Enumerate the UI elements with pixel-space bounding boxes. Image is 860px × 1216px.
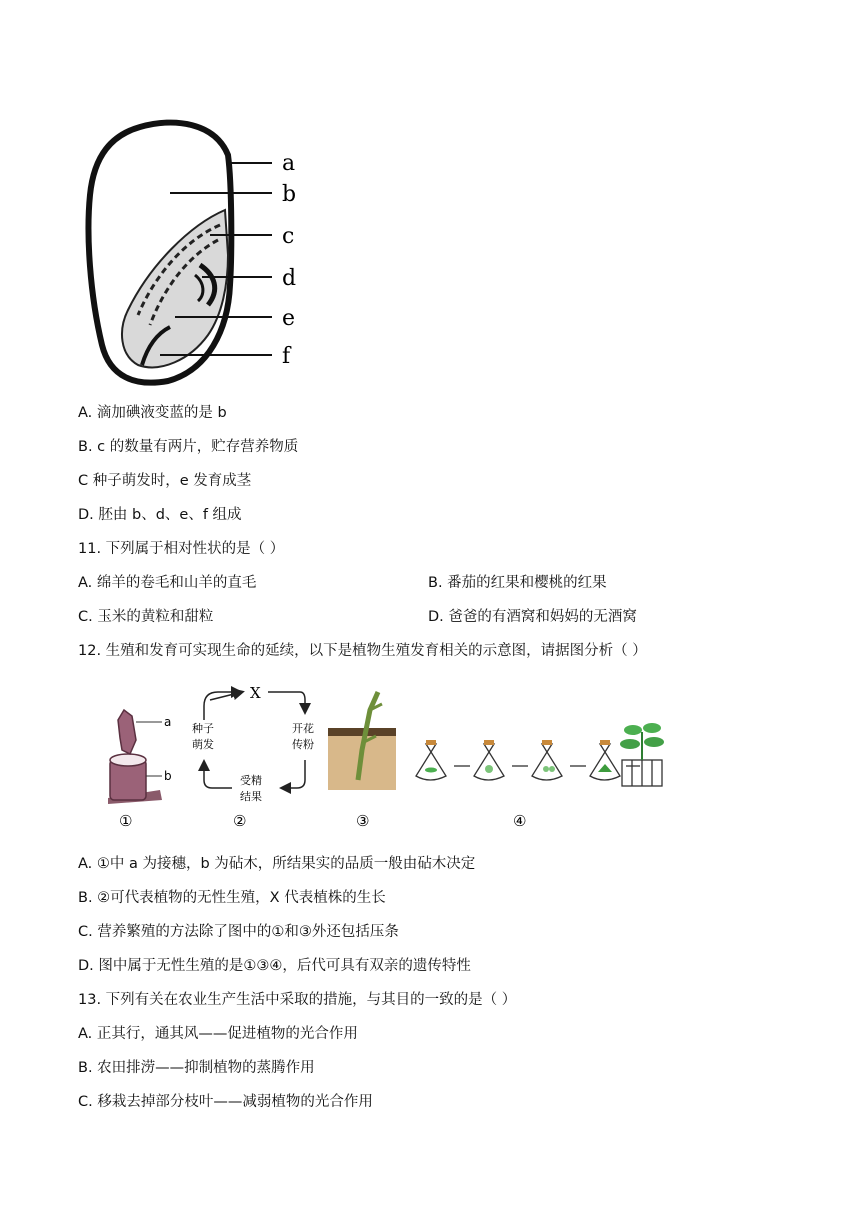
label-c: c [282, 224, 295, 249]
label-f: f [282, 344, 291, 369]
q13-option-b: B. 农田排涝——抑制植物的蒸腾作用 [78, 1060, 315, 1076]
caption-3: ③ [356, 812, 370, 830]
q11-option-b: B. 番茄的红果和樱桃的红果 [428, 575, 607, 591]
caption-4: ④ [513, 812, 527, 830]
label-a: a [282, 151, 296, 176]
q11-option-a: A. 绵羊的卷毛和山羊的直毛 [78, 575, 257, 591]
q12-option-a: A. ①中 a 为接穗，b 为砧木，所结果实的品质一般由砧木决定 [78, 856, 476, 872]
life-cycle-diagram [192, 684, 314, 803]
q12-option-c: C. 营养繁殖的方法除了图中的①和③外还包括压条 [78, 924, 399, 940]
grafting-illustration [108, 710, 172, 804]
seed-structure-figure [80, 115, 320, 390]
plant-reproduction-figure [100, 680, 680, 835]
q11-option-c: C. 玉米的黄粒和甜粒 [78, 609, 214, 625]
cutting-illustration [328, 692, 396, 790]
graft-label-b: b [164, 769, 172, 783]
q10-option-c: C 种子萌发时，e 发育成茎 [78, 473, 252, 489]
q11-option-d: D. 爸爸的有酒窝和妈妈的无酒窝 [428, 609, 637, 625]
cycle-right: 开花传粉 [292, 722, 314, 751]
q12-option-d: D. 图中属于无性生殖的是①③④，后代可具有双亲的遗传特性 [78, 958, 471, 974]
cycle-top: X [250, 684, 261, 702]
label-e: e [282, 306, 296, 331]
q13-option-c: C. 移栽去掉部分枝叶——减弱植物的光合作用 [78, 1094, 373, 1110]
cycle-bottom: 受精结果 [240, 774, 262, 803]
caption-2: ② [233, 812, 247, 830]
q12-option-b: B. ②可代表植物的无性生殖，X 代表植株的生长 [78, 890, 386, 906]
caption-1: ① [119, 812, 133, 830]
q10-option-d: D. 胚由 b、d、e、f 组成 [78, 507, 242, 523]
q13-option-a: A. 正其行，通其风——促进植物的光合作用 [78, 1026, 358, 1042]
label-d: d [282, 266, 297, 291]
q13-stem: 13. 下列有关在农业生产生活中采取的措施，与其目的一致的是（ ） [78, 992, 517, 1008]
graft-label-a: a [164, 715, 172, 729]
q12-stem: 12. 生殖和发育可实现生命的延续，以下是植物生殖发育相关的示意图，请据图分析（ ） [78, 643, 647, 659]
cycle-left: 种子萌发 [192, 722, 214, 751]
label-b: b [282, 182, 297, 207]
tissue-culture-illustration [416, 723, 664, 786]
q10-option-a: A. 滴加碘液变蓝的是 b [78, 405, 227, 421]
q11-stem: 11. 下列属于相对性状的是（ ） [78, 541, 285, 557]
q10-option-b: B. c 的数量有两片，贮存营养物质 [78, 439, 299, 455]
